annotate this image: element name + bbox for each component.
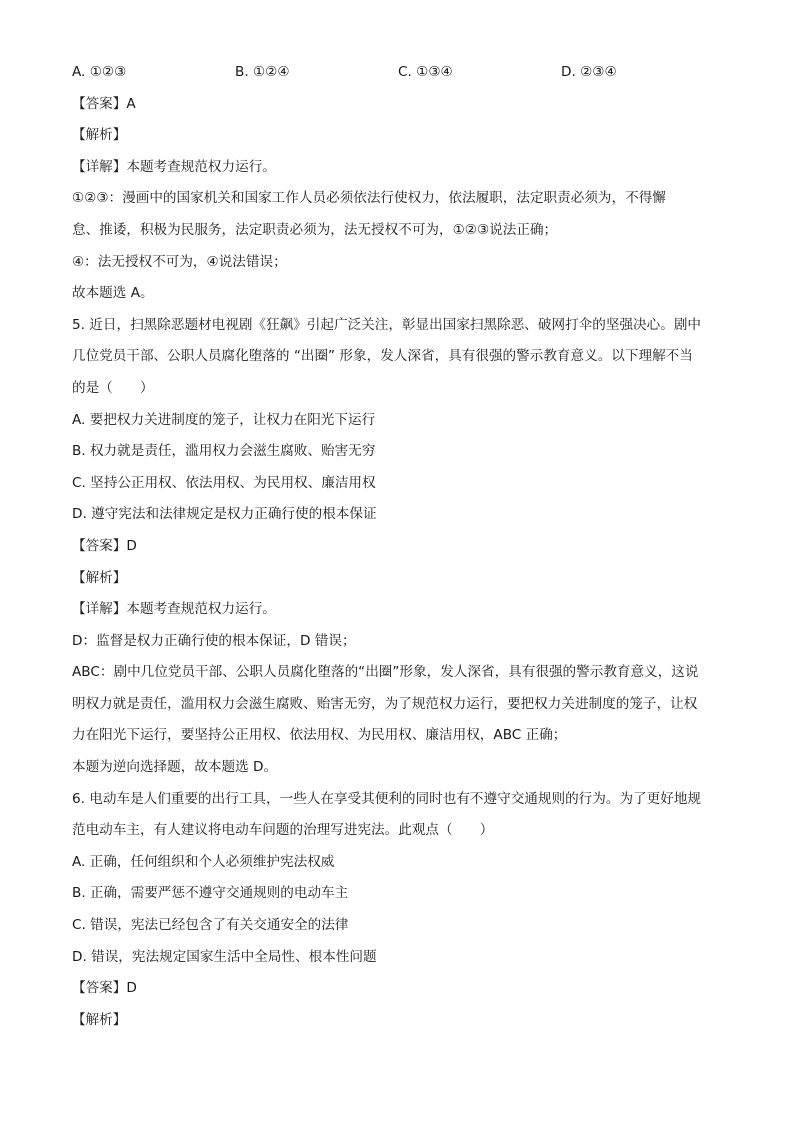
option-c: C. ①③④ [398,64,453,80]
q5-stem-line-2: 几位党员干部、公职人员腐化堕落的 “出圈” 形象，发人深省，具有很强的警示教育意义。以下理解不当 [72,348,693,365]
q4-explanation-line-3: ④：法无授权不可为，④说法错误； [72,253,287,270]
q6-option-a: A. 正确，任何组织和个人必须维护宪法权威 [72,853,335,870]
option-d: D. ②③④ [561,64,617,80]
q6-option-d: D. 错误，宪法规定国家生活中全局性、根本性问题 [72,948,377,965]
q5-option-b: B. 权力就是责任，滥用权力会滋生腐败、贻害无穷 [72,443,376,460]
q6-stem-line-1: 6. 电动车是人们重要的出行工具，一些人在享受其便利的同时也有不遵守交通规则的行为。为了更好地规 [72,790,702,807]
q4-detail: 【详解】本题考查规范权力运行。 [72,158,276,175]
document-page [72,62,732,1041]
option-b: B. ①②④ [235,64,290,80]
q5-explanation-d: D：监督是权力正确行使的根本保证，D 错误； [72,632,356,649]
q5-option-d: D. 遵守宪法和法律规定是权力正确行使的根本保证 [72,506,377,523]
q4-conclusion: 故本题选 A。 [72,285,154,302]
q6-stem-line-2: 范电动车主，有人建议将电动车问题的治理写进宪法。此观点（ ） [72,822,494,839]
q4-explanation-line-1: ①②③：漫画中的国家机关和国家工作人员必须依法行使权力，依法履职，法定职责必须为，不得懈 [72,190,666,207]
q5-answer: 【答案】D [72,537,137,554]
q5-stem-line-3: 的是（ ） [72,379,154,396]
option-a: A. ①②③ [72,64,127,80]
q5-analysis-label: 【解析】 [72,569,127,586]
q5-option-c: C. 坚持公正用权、依法用权、为民用权、廉洁用权 [72,474,376,491]
q5-explanation-abc-line-2: 明权力就是责任，滥用权力会滋生腐败、贻害无穷，为了规范权力运行，要把权力关进制度的笼子，让权 [72,695,698,712]
q5-detail: 【详解】本题考查规范权力运行。 [72,601,276,618]
q6-option-c: C. 错误，宪法已经包含了有关交通安全的法律 [72,917,349,934]
q6-answer: 【答案】D [72,980,137,997]
q5-explanation-abc-line-3: 力在阳光下运行，要坚持公正用权、依法用权、为民用权、廉洁用权，ABC 正确； [72,727,567,744]
q5-explanation-abc-line-1: ABC：剧中几位党员干部、公职人员腐化堕落的“出圈”形象，发人深省，具有很强的警示教育意义，这说 [72,664,699,681]
q4-answer: 【答案】A [72,95,136,112]
q6-option-b: B. 正确，需要严惩不遵守交通规则的电动车主 [72,885,349,902]
q5-option-a: A. 要把权力关进制度的笼子，让权力在阳光下运行 [72,411,376,428]
q4-explanation-line-2: 怠、推诿，积极为民服务，法定职责必须为，法无授权不可为，①②③说法正确； [72,221,558,238]
q4-analysis-label: 【解析】 [72,127,127,144]
prev-question-options [72,62,732,83]
q6-analysis-label: 【解析】 [72,1011,127,1028]
q5-conclusion: 本题为逆向选择题，故本题选 D。 [72,759,278,776]
q5-stem-line-1: 5. 近日，扫黑除恶题材电视剧《狂飙》引起广泛关注，彰显出国家扫黑除恶、破网打伞的坚强决心。剧中 [72,316,702,333]
